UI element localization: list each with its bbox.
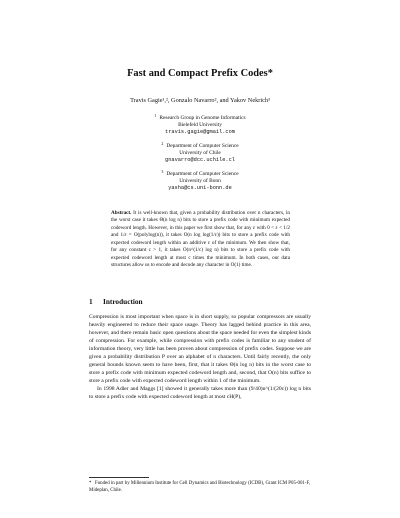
abstract-text: It is well-known that, given a probability distribution over n characters, in the worst case it takes Θ(n log n) bits to store a prefix code with minimum expected codeword length. However, in this paper we first show that, for any ε with 0 < ε < 1/2 and 1/ε = O(polylog(n)), it takes O(n log log(1/ε)) bits to store a prefix code with expected codeword length within an additive ε of the minimum. We then show that, for any constant c > 1, it takes O(n^(1/c) log n) bits to store a prefix code with expected codeword length at most c times the minimum. In both cases, our data structures allow us to encode and decode any character in O(1) time. xyxy=(111,210,290,269)
affiliation-1 xyxy=(0,114,400,136)
abstract-label: Abstract. xyxy=(111,210,132,216)
body-paragraph: In 1998 Adler and Maggs [1] showed it generally takes more than (9/40)n^(1/(20c)) log n bits to store a prefix code with expected codeword length at most cH(P), xyxy=(89,386,311,400)
affiliation-email: yasha@cs.uni-bonn.de xyxy=(168,185,232,191)
affiliation-line: Research Group in Genome Informatics xyxy=(159,115,246,121)
body-text xyxy=(89,313,311,401)
section-number: 1 xyxy=(89,297,93,306)
footnote-text: Funded in part by Millennium Institute for Cell Dynamics and Biotechnology (ICDB), Grant ICM P05-001-F, Mideplan, Chile. xyxy=(89,481,311,493)
affiliation-line: Bielefeld University xyxy=(178,122,222,128)
affiliation-line: University of Chile xyxy=(179,150,221,156)
affiliation-line: Department of Computer Science xyxy=(166,171,239,177)
footnote-rule xyxy=(89,477,149,478)
affiliation-number: 3 xyxy=(161,169,164,174)
affiliation-3 xyxy=(0,170,400,192)
affiliation-number: 2 xyxy=(161,141,164,146)
paper-title: Fast and Compact Prefix Codes* xyxy=(127,68,273,79)
footnote xyxy=(89,480,311,494)
affiliation-number: 1 xyxy=(154,113,157,118)
section-title: Introduction xyxy=(103,297,143,306)
body-paragraph: Compression is most important when space is in short supply, so popular compressors are usually heavily engineered to reduce their space usage. Theory has lagged behind practice in this area, however, and there remain basic open questions about the space needed for even the simplest kinds of compression. For example, while compression with prefix codes is familiar to any student of information theory, very little has been proven about compression of prefix codes. Suppose we are given a probability distribution P over an alphabet of n characters. Until fairly recently, the only general bounds known seem to have been, first, that it takes Θ(n log n) bits in the worst case to store a prefix code with minimum expected codeword length and, second, that O(n) bits suffice to store a prefix code with expected codeword length within 1 of the minimum. xyxy=(89,314,311,384)
author-list: Travis Gagie¹,², Gonzalo Navarro², and Yakov Nekrich³ xyxy=(130,97,270,104)
section-heading xyxy=(89,297,143,306)
affiliation-email: travis.gagie@gmail.com xyxy=(165,129,235,135)
affiliation-line: University of Bonn xyxy=(179,178,221,184)
footnote-mark: * xyxy=(89,481,92,486)
affiliation-email: gnavarro@dcc.uchile.cl xyxy=(165,157,235,163)
affiliation-line: Department of Computer Science xyxy=(166,143,239,149)
abstract xyxy=(111,210,290,270)
affiliation-2 xyxy=(0,142,400,164)
